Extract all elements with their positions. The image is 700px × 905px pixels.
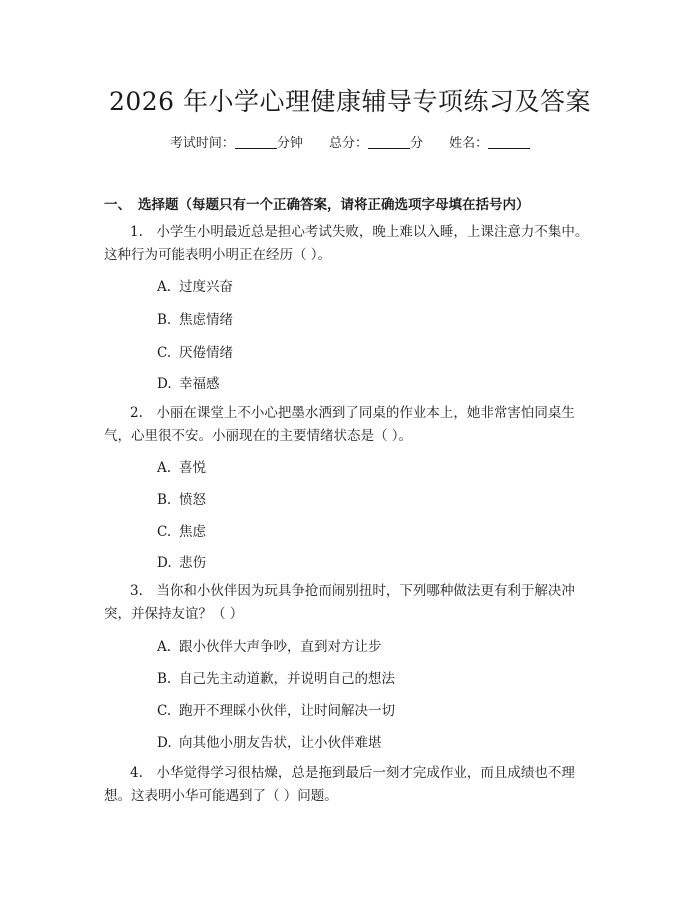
question-option	[157, 731, 382, 751]
option-letter: D.	[157, 376, 172, 392]
option-text: 焦虑	[179, 524, 206, 540]
option-letter: B.	[157, 312, 172, 328]
option-letter: A.	[157, 279, 172, 295]
option-letter: A.	[157, 639, 172, 655]
option-letter: B.	[157, 671, 172, 687]
question-option	[157, 551, 206, 571]
option-text: 幸福感	[179, 376, 220, 392]
question-option	[157, 456, 206, 476]
exam-time-blank	[235, 135, 277, 149]
total-score-blank	[368, 135, 410, 149]
question-option	[157, 699, 395, 719]
section-heading-text: 选择题（每题只有一个正确答案，请将正确选项字母填在括号内）	[138, 197, 530, 213]
section-number: 一、	[104, 197, 131, 213]
option-letter: C.	[157, 345, 172, 361]
question-text: 2. 小丽在课堂上不小心把墨水洒到了同桌的作业本上，她非常害怕同桌生气，心里很不安。小丽现在的主要情绪状态是（ ）。	[104, 405, 575, 444]
option-letter: B.	[157, 492, 172, 508]
option-letter: D.	[157, 735, 172, 751]
option-text: 愤怒	[179, 492, 206, 508]
question-option	[157, 488, 206, 508]
total-score-field	[329, 132, 423, 151]
option-text: 喜悦	[179, 460, 206, 476]
question-text: 1. 小学生小明最近总是担心考试失败，晚上难以入睡，上课注意力不集中。这种行为可能表明小明正在经历（ ）。	[104, 224, 589, 263]
question-text: 4. 小华觉得学习很枯燥，总是拖到最后一刻才完成作业，而且成绩也不理想。这表明小华可能遇到了（ ）问题。	[104, 765, 575, 804]
exam-time-unit: 分钟	[276, 136, 303, 151]
option-text: 厌倦情绪	[179, 345, 233, 361]
option-text: 自己先主动道歉，并说明自己的想法	[179, 671, 395, 687]
name-blank	[488, 135, 530, 149]
exam-time-label: 考试时间：	[169, 136, 235, 151]
option-letter: A.	[157, 460, 172, 476]
question-option	[157, 520, 206, 540]
section-heading	[104, 193, 530, 213]
question-option	[157, 308, 233, 328]
exam-info-line	[0, 132, 700, 151]
option-text: 跟小伙伴大声争吵，直到对方让步	[179, 639, 382, 655]
exam-time-field	[170, 132, 303, 151]
option-letter: C.	[157, 703, 172, 719]
total-score-unit: 分	[410, 136, 424, 151]
option-text: 跑开不理睬小伙伴，让时间解决一切	[179, 703, 395, 719]
question-option	[157, 635, 382, 655]
question-option	[157, 667, 395, 687]
option-letter: D.	[157, 555, 172, 571]
name-label: 姓名：	[449, 136, 489, 151]
question-option	[157, 372, 220, 392]
option-text: 过度兴奋	[179, 279, 233, 295]
document-title: 2026 年小学心理健康辅导专项练习及答案	[108, 87, 592, 116]
question-option	[157, 275, 233, 295]
total-score-label: 总分：	[328, 136, 368, 151]
question-text: 3. 当你和小伙伴因为玩具争抢而闹别扭时，下列哪种做法更有利于解决冲突，并保持友谊？（ ）	[104, 583, 575, 622]
option-letter: C.	[157, 524, 172, 540]
option-text: 向其他小朋友告状，让小伙伴难堪	[179, 735, 382, 751]
name-field	[449, 132, 530, 151]
option-text: 焦虑情绪	[179, 312, 233, 328]
option-text: 悲伤	[179, 555, 206, 571]
question-option	[157, 341, 233, 361]
